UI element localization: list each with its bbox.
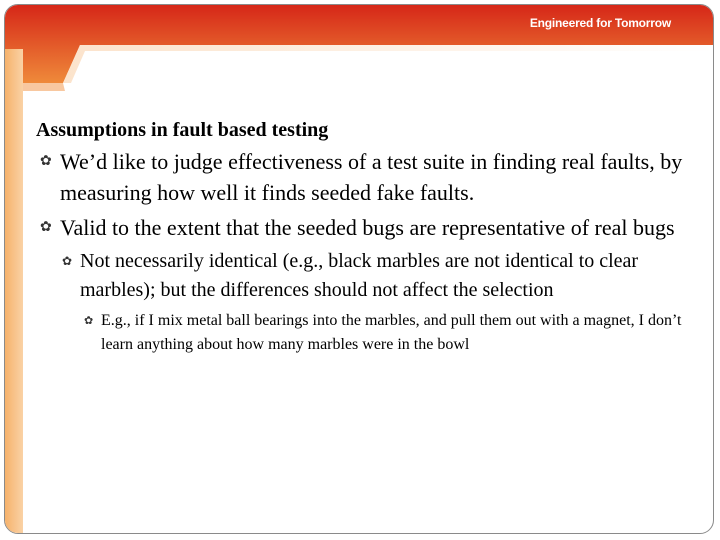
bullet-glyph-icon: ✿ — [62, 254, 73, 268]
header-band — [5, 5, 714, 95]
bullet-2 — [36, 212, 686, 243]
sub-bullet-text: Not necessarily identical (e.g., black marbles are not identical to clear marbles); but the differences should not affect the selection — [80, 250, 639, 301]
bullet-1-text: We’d like to judge effectiveness of a test suite in finding real faults, by measuring how well it finds seeded fake faults. — [60, 149, 683, 205]
sub-sub-bullet-text: E.g., if I mix metal ball bearings into the marbles, and pull them out with a magnet, I don’t learn anything about how many marbles were in the bowl — [101, 312, 682, 353]
bullet-glyph-icon: ✿ — [84, 315, 94, 327]
bullet-glyph-icon: ✿ — [40, 220, 52, 235]
bullet-1 — [36, 146, 686, 208]
bullet-2-text: Valid to the extent that the seeded bugs are representative of real bugs — [60, 215, 675, 240]
slide-content — [36, 116, 686, 357]
sub-sub-bullet — [36, 309, 686, 357]
brand-logo-text: Engineered for Tomorrow — [529, 16, 671, 30]
left-accent-stripe — [5, 49, 23, 534]
sub-bullet — [36, 247, 686, 305]
slide-title: Assumptions in fault based testing — [36, 119, 329, 141]
bullet-glyph-icon: ✿ — [40, 154, 52, 169]
